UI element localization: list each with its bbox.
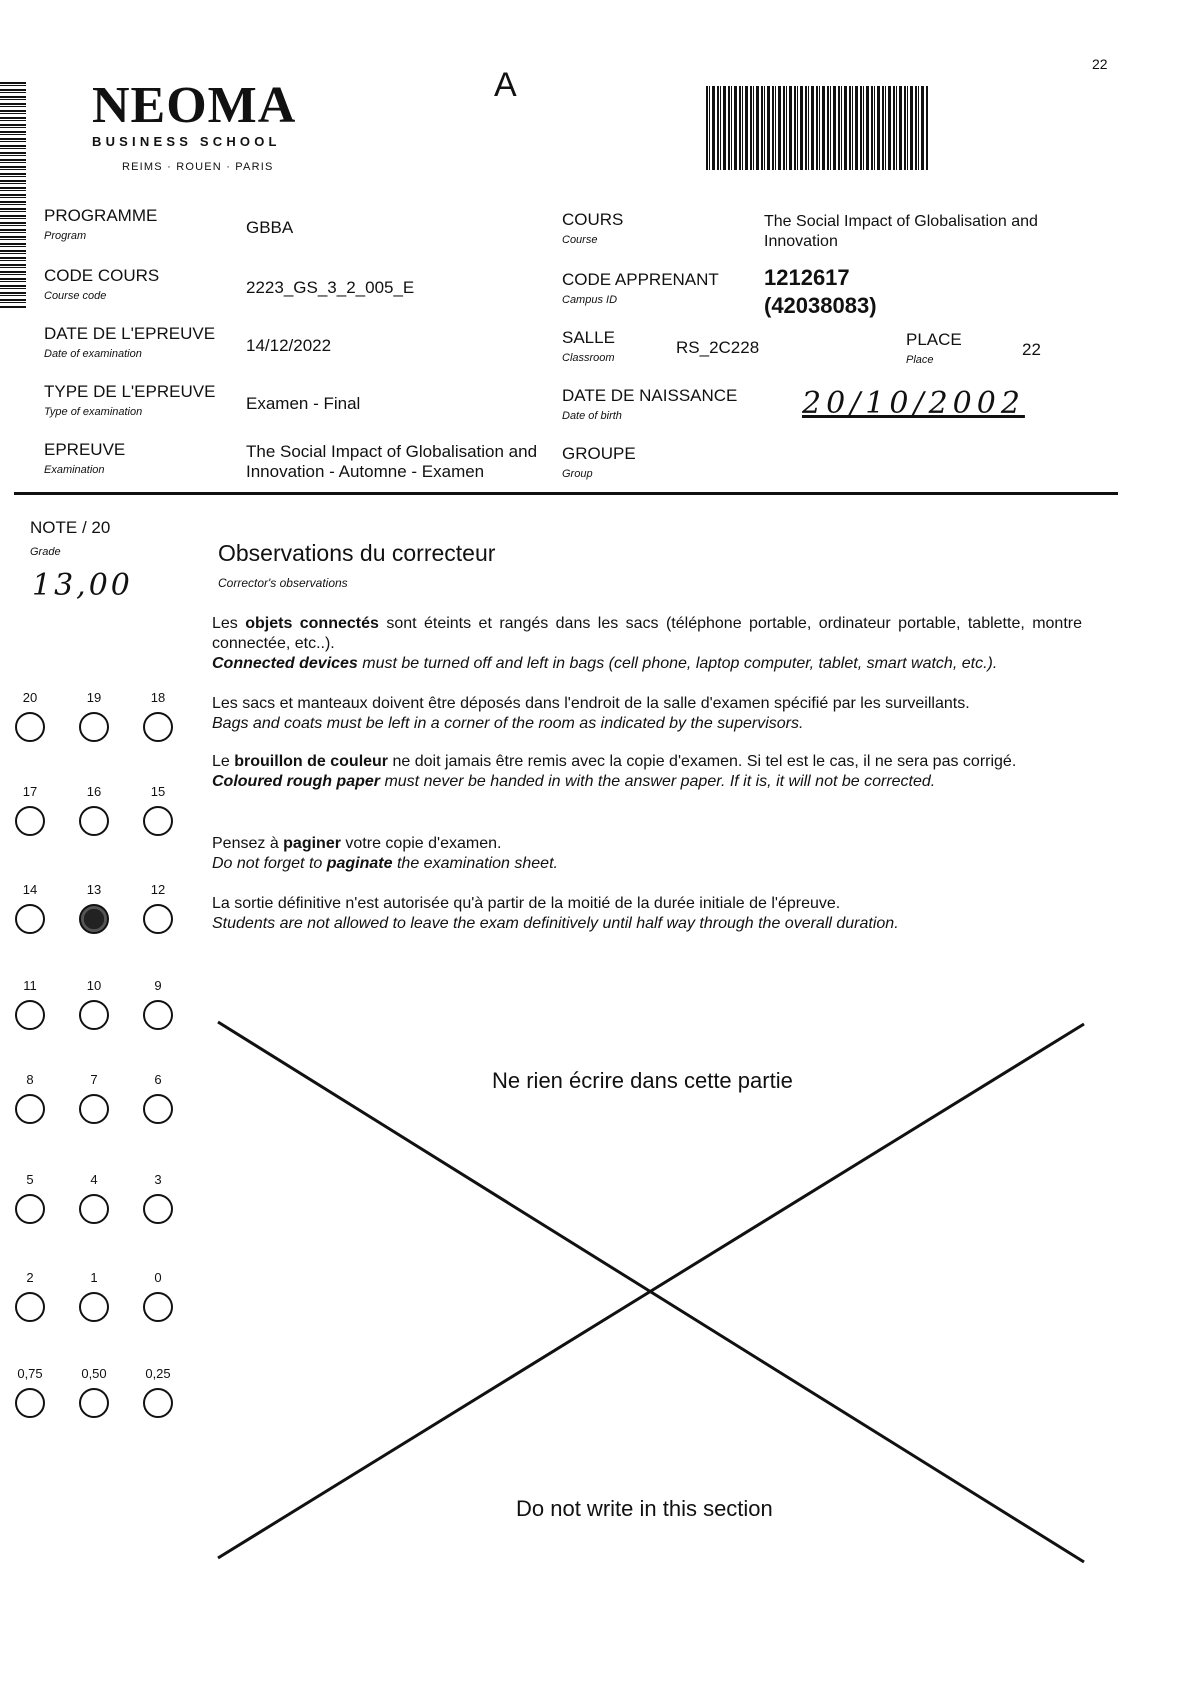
rule-fr-part: brouillon de couleur bbox=[234, 753, 389, 770]
logo-sub: BUSINESS SCHOOL bbox=[92, 134, 281, 149]
grade-bubble-label: 19 bbox=[86, 690, 102, 705]
field-groupe-label: GROUPE Group bbox=[562, 444, 636, 480]
field-date-naissance-value: 20/10/2002 bbox=[802, 386, 1025, 421]
grade-bubble-label: 7 bbox=[90, 1072, 98, 1087]
grade-bubble-label: 15 bbox=[150, 784, 166, 799]
rule-fr-part: Les sacs et manteaux doivent être déposés dans l'endroit de la salle d'examen spécifié par les surveillants. bbox=[212, 695, 970, 712]
rule-en-part: Bags and coats must be left in a corner of the room as indicated by the supervisors. bbox=[212, 715, 804, 732]
rule-en-part: Connected devices bbox=[212, 655, 358, 672]
rule-fr-part: La sortie définitive n'est autorisée qu'à partir de la moitié de la durée initiale de l'épreuve. bbox=[212, 895, 841, 912]
handwritten-grade: 13,00 bbox=[32, 568, 133, 603]
grade-bubble-label: 20 bbox=[22, 690, 38, 705]
rule-fr-part: Le bbox=[212, 753, 235, 770]
grade-bubble-label: 16 bbox=[86, 784, 102, 799]
grade-bubble-label: 4 bbox=[90, 1172, 98, 1187]
grade-bubble-label: 3 bbox=[154, 1172, 162, 1187]
rule-en-part: the examination sheet. bbox=[392, 855, 558, 872]
field-code-apprenant-value: 1212617 (42038083) bbox=[764, 265, 877, 318]
rule-fr-part: ne doit jamais être remis avec la copie d'examen. Si tel est le cas, il ne sera pas corrigé. bbox=[388, 753, 1017, 770]
rule-fr-part: Pensez à bbox=[212, 835, 284, 852]
field-cours-label: COURS Course bbox=[562, 210, 624, 246]
grade-bubble-label: 0 bbox=[154, 1270, 162, 1285]
note-sub: Grade bbox=[30, 546, 61, 558]
field-date-naissance-label: DATE DE NAISSANCE Date of birth bbox=[562, 386, 738, 422]
no-write-en: Do not write in this section bbox=[516, 1496, 773, 1521]
field-salle-value: RS_2C228 bbox=[676, 338, 760, 357]
grade-bubble-label: 18 bbox=[150, 690, 166, 705]
rule-en-part: Students are not allowed to leave the exam definitively until half way through the overall duration. bbox=[212, 915, 899, 932]
grade-bubble-label: 2 bbox=[26, 1270, 34, 1285]
field-code-apprenant-label: CODE APPRENANT Campus ID bbox=[562, 270, 719, 306]
grade-bubble-label: 12 bbox=[150, 882, 166, 897]
rule-en-part: Coloured rough paper bbox=[212, 773, 380, 790]
grade-bubble-label: 17 bbox=[22, 784, 38, 799]
version-letter: A bbox=[494, 66, 517, 104]
field-code-cours-label: CODE COURS Course code bbox=[44, 266, 160, 302]
grade-bubble-label: 6 bbox=[154, 1072, 162, 1087]
rule-en-part: Do not forget to bbox=[212, 855, 327, 872]
rule-en-part: paginate bbox=[326, 855, 393, 872]
grade-bubble-label: 11 bbox=[23, 978, 37, 993]
grade-bubble-label: 13 bbox=[86, 882, 102, 897]
field-programme-label: PROGRAMME Program bbox=[44, 206, 158, 242]
grade-bubble-label: 8 bbox=[26, 1072, 34, 1087]
field-date-epreuve-value: 14/12/2022 bbox=[246, 336, 332, 355]
field-programme-value: GBBA bbox=[246, 218, 294, 237]
observations-sub: Corrector's observations bbox=[218, 576, 348, 590]
rule-en-part: must be turned off and left in bags (cell phone, laptop computer, tablet, smart watch, etc.). bbox=[357, 655, 998, 672]
rule-fr-part: votre copie d'examen. bbox=[340, 835, 502, 852]
observations-title: Observations du correcteur bbox=[218, 540, 496, 566]
grade-bubble-label: 10 bbox=[86, 978, 102, 993]
field-salle-label: SALLE Classroom bbox=[562, 328, 615, 364]
grade-bubble-label: 0,75 bbox=[17, 1366, 43, 1381]
grade-bubble-label: 0,50 bbox=[81, 1366, 107, 1381]
grade-bubble-label: 1 bbox=[90, 1270, 98, 1285]
grade-bubble-label: 9 bbox=[154, 978, 162, 993]
rule-en-part: must never be handed in with the answer paper. If it is, it will not be corrected. bbox=[380, 773, 936, 790]
grade-bubble-label: 5 bbox=[26, 1172, 34, 1187]
grade-bubble-label: 0,25 bbox=[145, 1366, 171, 1381]
rule-fr-part: Les bbox=[212, 615, 246, 632]
field-epreuve-value: The Social Impact of Globalisation and Innovation - Automne - Examen bbox=[246, 442, 538, 481]
field-date-epreuve-label: DATE DE L'EPREUVE Date of examination bbox=[44, 324, 216, 360]
field-type-epreuve-value: Examen - Final bbox=[246, 394, 361, 413]
rule-fr-part: sont éteints et rangés dans les sacs (téléphone portable, ordinateur portable, tablette, montre connectée, etc..). bbox=[212, 615, 1083, 652]
grade-bubble-label: 14 bbox=[22, 882, 38, 897]
page-number: 22 bbox=[1092, 56, 1108, 72]
field-cours-value: The Social Impact of Globalisation and Innovation bbox=[764, 213, 1038, 250]
field-place-value: 22 bbox=[1022, 340, 1041, 359]
note-title: NOTE / 20 bbox=[30, 518, 111, 537]
logo-cities: REIMS · ROUEN · PARIS bbox=[122, 161, 274, 173]
rule-fr-part: objets connectés bbox=[245, 615, 379, 632]
field-place-label: PLACE Place bbox=[906, 330, 962, 366]
logo-main: NEOMA bbox=[92, 77, 297, 134]
no-write-fr: Ne rien écrire dans cette partie bbox=[492, 1068, 793, 1093]
field-epreuve-label: EPREUVE Examination bbox=[44, 440, 126, 476]
rule-fr-part: paginer bbox=[283, 835, 341, 852]
field-type-epreuve-label: TYPE DE L'EPREUVE Type of examination bbox=[44, 382, 216, 418]
field-code-cours-value: 2223_GS_3_2_005_E bbox=[246, 278, 415, 297]
